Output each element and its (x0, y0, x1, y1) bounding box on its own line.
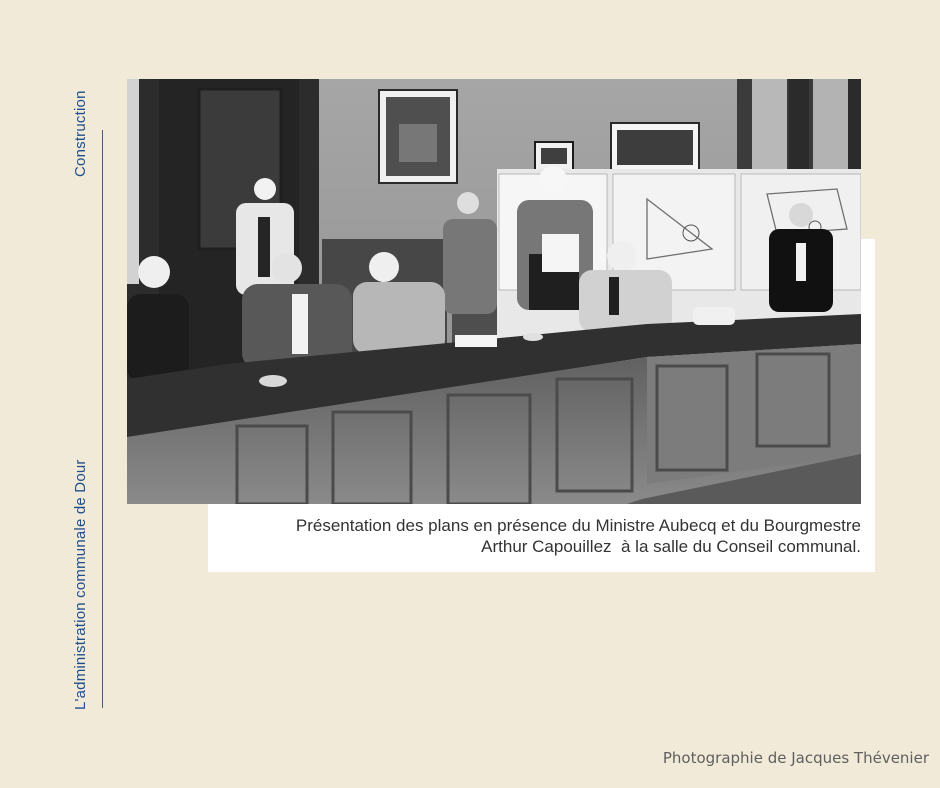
caption-line-1: Présentation des plans en présence du Ministre Aubecq et du Bourgmestre (295, 516, 861, 535)
vertical-divider (102, 130, 103, 708)
photo-credit: Photographie de Jacques Thévenier (662, 749, 929, 767)
photo-caption (215, 515, 861, 557)
section-title-administration: L'administration communale de Dour (72, 459, 89, 710)
historical-photo (127, 79, 861, 504)
caption-line-2: Arthur Capouillez à la salle du Conseil communal. (481, 537, 861, 556)
section-title-construction: Construction (72, 90, 89, 177)
